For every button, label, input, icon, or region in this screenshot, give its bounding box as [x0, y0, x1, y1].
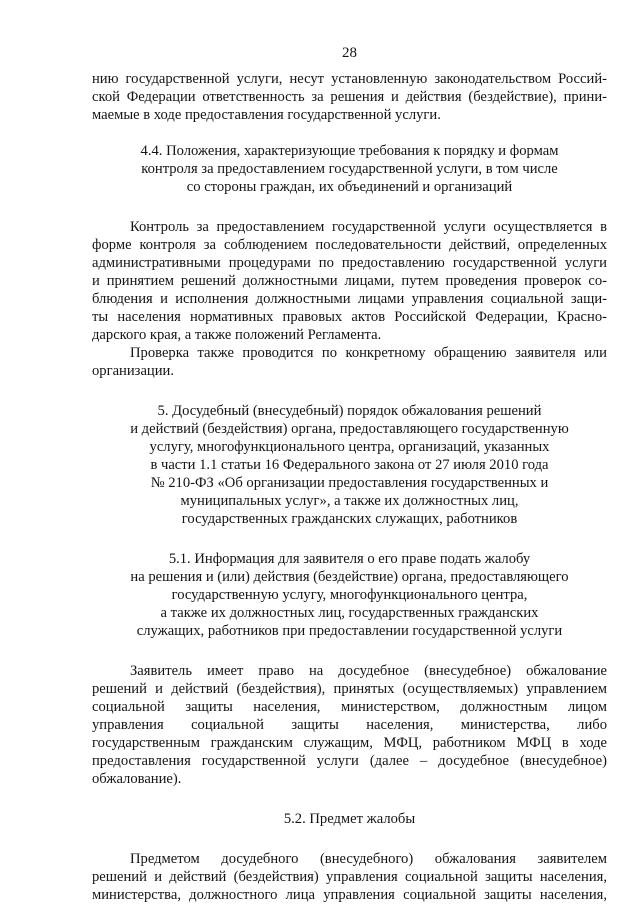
heading-line: государственных гражданских служащих, работников	[181, 511, 518, 527]
section-heading-5-1	[92, 550, 607, 640]
text-line: маемые в ходе предоставления государственной услуги.	[92, 107, 441, 123]
section-heading-5	[92, 402, 607, 528]
control-paragraph	[92, 218, 607, 344]
check-paragraph	[92, 344, 607, 380]
text-line: министерства, должностного лица управления социальной защиты населения,	[92, 887, 607, 903]
text-line: дарского края, а также положений Регламента.	[92, 327, 382, 343]
text-line: ты населения нормативных правовых актов Российской Федерации, Красно-	[92, 309, 607, 325]
text-line: обжалование).	[92, 771, 182, 787]
text-line: административными процедурами по предоставлению государственной услуги	[92, 255, 607, 271]
text-line: государственным гражданским служащим, МФЦ, работником МФЦ в ходе	[92, 735, 607, 751]
text-line: управления социальной защиты населения, министерства, либо	[92, 717, 607, 733]
page-number: 28	[342, 45, 357, 61]
heading-line: 5. Досудебный (внесудебный) порядок обжалования решений	[157, 403, 542, 419]
heading-line: услугу, многофункционального центра, организаций, указанных	[149, 439, 550, 455]
text-line: Заявитель имеет право на досудебное (внесудебное) обжалование	[130, 663, 607, 679]
text-line: Проверка также проводится по конкретному обращению заявителя или	[130, 345, 607, 361]
section-heading-5-2: 5.2. Предмет жалобы	[283, 811, 416, 827]
heading-line: на решения и (или) действия (бездействие) органа, предоставляющего	[130, 569, 569, 585]
text-line: блюдения и исполнения должностными лицами управления социальной защи-	[92, 291, 607, 307]
text-line: нию государственной услуги, несут установленную законодательством Россий-	[92, 71, 607, 87]
heading-line: со стороны граждан, их объединений и организаций	[186, 179, 513, 195]
continuation-paragraph	[92, 70, 607, 124]
heading-line: контроля за предоставлением государственной услуги, в том числе	[141, 161, 558, 177]
heading-line: и действий (бездействия) органа, предоставляющего государственную	[130, 421, 569, 437]
heading-line: 5.1. Информация для заявителя о его праве подать жалобу	[168, 551, 531, 567]
text-line: и принятием решений должностными лицами, путем проведения проверок со-	[92, 273, 607, 289]
section-heading-4-4	[92, 142, 607, 196]
applicant-paragraph	[92, 662, 607, 788]
heading-line: 4.4. Положения, характеризующие требования к порядку и формам	[140, 143, 559, 159]
heading-line: а также их должностных лиц, государственных гражданских	[160, 605, 539, 621]
subject-paragraph	[92, 850, 607, 904]
text-line: решений и действий (бездействия), принятых (осуществляемых) управлением	[92, 681, 607, 697]
text-line: форме контроля за соблюдением последовательности действий, определенных	[92, 237, 607, 253]
heading-line: служащих, работников при предоставлении государственной услуги	[136, 623, 563, 639]
heading-line: в части 1.1 статьи 16 Федерального закона от 27 июля 2010 года	[150, 457, 549, 473]
text-line: Предметом досудебного (внесудебного) обжалования заявителем	[130, 851, 607, 867]
text-line: социальной защиты населения, министерством, должностным лицом	[92, 699, 607, 715]
text-line: решений и действий (бездействия) управления социальной защиты населения,	[92, 869, 607, 885]
heading-line: № 210-ФЗ «Об организации предоставления государственных и	[150, 475, 549, 491]
text-line: ской Федерации ответственность за решения и действия (бездействие), прини-	[92, 89, 607, 105]
text-line: организации.	[92, 363, 174, 379]
heading-line: государственную услугу, многофункционального центра,	[171, 587, 528, 603]
heading-line: муниципальных услуг», а также их должностных лиц,	[180, 493, 519, 509]
text-line: Контроль за предоставлением государственной услуги осуществляется в	[130, 219, 607, 235]
text-line: предоставления государственной услуги (далее – досудебное (внесудебное)	[92, 753, 607, 769]
